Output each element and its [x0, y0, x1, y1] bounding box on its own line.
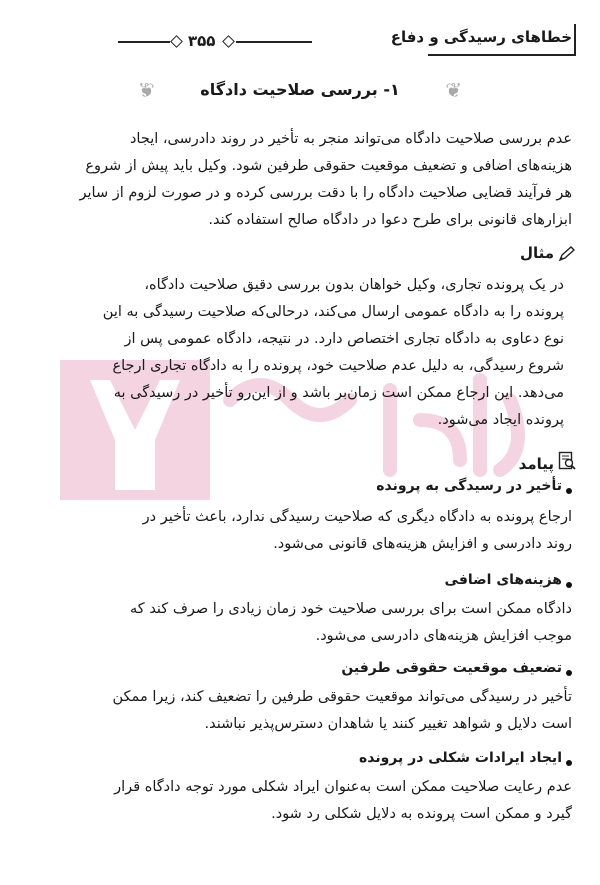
heading-ornament-right-icon: ❦: [445, 78, 462, 102]
bullet-icon: [566, 760, 572, 766]
consequence-line: موجب افزایش هزینه‌های دادرسی می‌شود.: [315, 628, 572, 644]
consequence-paragraph: [28, 684, 572, 738]
bullet-icon: [566, 582, 572, 588]
consequence-title: ایجاد ایرادات شکلی در پرونده: [358, 750, 562, 766]
example-line: می‌دهد. این ارجاع ممکن است زمان‌بر باشد و از این‌رو تأخیر در رسیدگی به: [113, 385, 564, 401]
bullet-icon: [566, 488, 572, 494]
example-line: شروع رسیدگی، به دلیل عدم صلاحیت خود، پرونده را به دادگاه تجاری ارجاع: [112, 358, 564, 374]
example-line: در یک پرونده تجاری، وکیل خواهان بدون بررسی دقیق صلاحیت دادگاه،: [144, 277, 564, 293]
ornament-diamond: [170, 35, 183, 48]
page-number-ornament: [118, 30, 318, 52]
consequence-line: عدم رعایت صلاحیت ممکن است به‌عنوان ایراد شکلی مورد توجه دادگاه قرار: [114, 779, 572, 795]
consequence-title: هزینه‌های اضافی: [444, 572, 562, 588]
ornament-line: [236, 41, 312, 43]
heading-ornament-left-icon: ❦: [138, 78, 155, 102]
consequence-paragraph: [28, 774, 572, 828]
intro-line: عدم بررسی صلاحیت دادگاه می‌تواند منجر به تأخیر در روند دادرسی، ایجاد: [129, 131, 572, 147]
consequence-line: است دلایل و شواهد تغییر کنند یا شاهدان دسترس‌پذیر نباشند.: [204, 716, 572, 732]
example-line: پرونده را به دادگاه عمومی ارسال می‌کند، درحالی‌که صلاحیت رسیدگی به این: [102, 304, 564, 320]
intro-paragraph: [28, 126, 572, 234]
bullet-icon: [566, 670, 572, 676]
ornament-line: [118, 41, 170, 43]
header-rule-horizontal: [428, 54, 576, 56]
intro-line: هزینه‌های اضافی و تضعیف موقعیت حقوقی طرفین شود. وکیل باید پیش از شروع: [85, 158, 572, 174]
example-line: پرونده ایجاد می‌شود.: [437, 412, 564, 428]
ornament-diamond: [222, 35, 235, 48]
consequence-line: گیرد و ممکن است پرونده به دلایل شکلی رد شود.: [271, 806, 572, 822]
page-number: ۳۵۵: [188, 32, 216, 50]
consequence-title: تضعیف موقعیت حقوقی طرفین: [341, 660, 562, 676]
example-label: مثال: [519, 244, 554, 262]
consequence-line: ارجاع پرونده به دادگاه دیگری که صلاحیت رسیدگی ندارد، باعث تأخیر در: [142, 509, 572, 525]
consequence-line: دادگاه ممکن است برای بررسی صلاحیت خود زمان زیادی را صرف کند که: [130, 601, 572, 617]
section-heading: ۱- بررسی صلاحیت دادگاه: [200, 80, 400, 99]
pen-icon: [558, 246, 576, 262]
intro-line: هر فرآیند قضایی صلاحیت دادگاه را با دقت بررسی کرده و در صورت لزوم از سایر: [79, 185, 572, 201]
consequence-title: تأخیر در رسیدگی به پرونده: [376, 478, 562, 494]
consequence-paragraph: [28, 596, 572, 650]
running-title: خطاهای رسیدگی و دفاع: [390, 28, 572, 46]
consequence-line: روند دادرسی و افزایش هزینه‌های قانونی می‌شود.: [273, 536, 572, 552]
document-magnifier-icon: [558, 451, 576, 471]
example-line: نوع دعاوی به دادگاه تجاری اختصاص دارد. در نتیجه، دادگاه عمومی پس از: [124, 331, 564, 347]
header-rule-vertical: [574, 24, 576, 54]
consequence-line: تأخیر در رسیدگی می‌تواند موقعیت حقوقی طرفین را تضعیف کند، زیرا ممکن: [112, 689, 572, 705]
intro-line: ابزارهای قانونی برای طرح دعوا در دادگاه صالح استفاده کند.: [208, 212, 572, 228]
consequence-label: پیامد: [518, 455, 554, 473]
example-paragraph: [28, 272, 564, 434]
consequence-paragraph: [28, 504, 572, 558]
